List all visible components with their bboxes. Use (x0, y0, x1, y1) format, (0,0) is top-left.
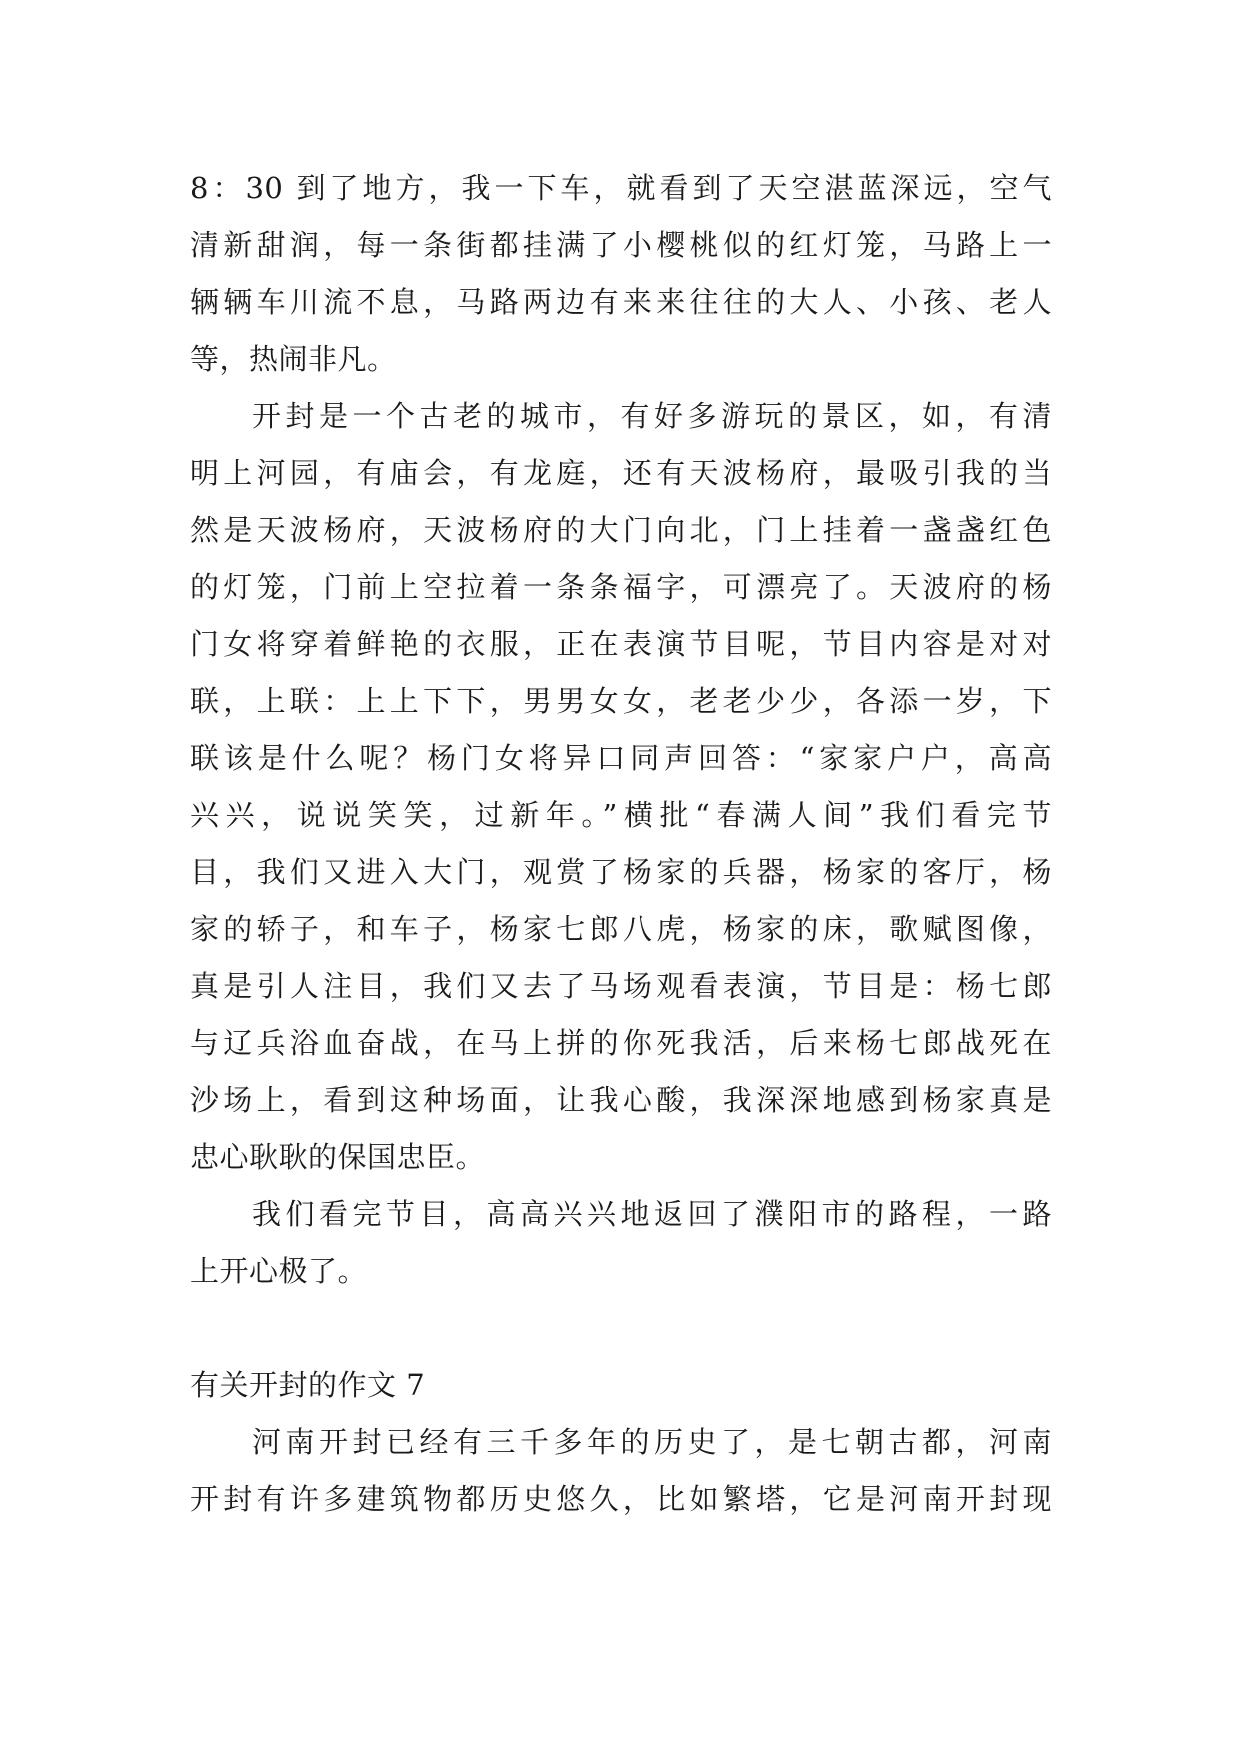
text-line: 清新甜润，每一条街都挂满了小樱桃似的红灯笼，马路上一 (190, 228, 1052, 262)
paragraph-spacer (190, 1300, 1052, 1357)
text-line: 联该是什么呢？杨门女将异口同声回答：“家家户户，高高 (190, 741, 1052, 775)
text-line: 联，上联：上上下下，男男女女，老老少少，各添一岁，下 (190, 684, 1052, 718)
text-line: 与辽兵浴血奋战，在马上拼的你死我活，后来杨七郎战死在 (190, 1026, 1052, 1060)
text-line: 沙场上，看到这种场面，让我心酸，我深深地感到杨家真是 (190, 1083, 1052, 1117)
section-heading: 有关开封的作文 7 (190, 1368, 426, 1402)
text-line: 门女将穿着鲜艳的衣服，正在表演节目呢，节目内容是对对 (190, 627, 1052, 661)
text-line: 开封有许多建筑物都历史悠久，比如繁塔，它是河南开封现 (190, 1482, 1052, 1516)
text-line: 8：30 到了地方，我一下车，就看到了天空湛蓝深远，空气 (190, 171, 1052, 205)
text-line: 真是引人注目，我们又去了马场观看表演，节目是：杨七郎 (190, 969, 1052, 1003)
paragraph-4 (190, 1414, 1052, 1528)
text-line: 我们看完节目，高高兴兴地返回了濮阳市的路程，一路 (252, 1197, 1052, 1231)
text-line: 河南开封已经有三千多年的历史了，是七朝古都，河南 (252, 1425, 1052, 1459)
text-line: 忠心耿耿的保国忠臣。 (190, 1140, 486, 1174)
text-line: 辆辆车川流不息，马路两边有来来往往的大人、小孩、老人 (190, 285, 1052, 319)
text-line: 等，热闹非凡。 (190, 342, 397, 376)
document-body (190, 160, 1052, 1528)
paragraph-2 (190, 388, 1052, 1186)
text-line: 明上河园，有庙会，有龙庭，还有天波杨府，最吸引我的当 (190, 456, 1052, 490)
text-line: 目，我们又进入大门，观赏了杨家的兵器，杨家的客厅，杨 (190, 855, 1052, 889)
paragraph-1 (190, 160, 1052, 388)
paragraph-3 (190, 1186, 1052, 1300)
text-line: 的灯笼，门前上空拉着一条条福字，可漂亮了。天波府的杨 (190, 570, 1052, 604)
text-line: 兴兴，说说笑笑，过新年。”横批“春满人间”我们看完节 (190, 798, 1052, 832)
text-line: 上开心极了。 (190, 1254, 368, 1288)
text-line: 开封是一个古老的城市，有好多游玩的景区，如，有清 (252, 399, 1052, 433)
text-line: 家的轿子，和车子，杨家七郎八虎，杨家的床，歌赋图像， (190, 912, 1052, 946)
text-line: 然是天波杨府，天波杨府的大门向北，门上挂着一盏盏红色 (190, 513, 1052, 547)
